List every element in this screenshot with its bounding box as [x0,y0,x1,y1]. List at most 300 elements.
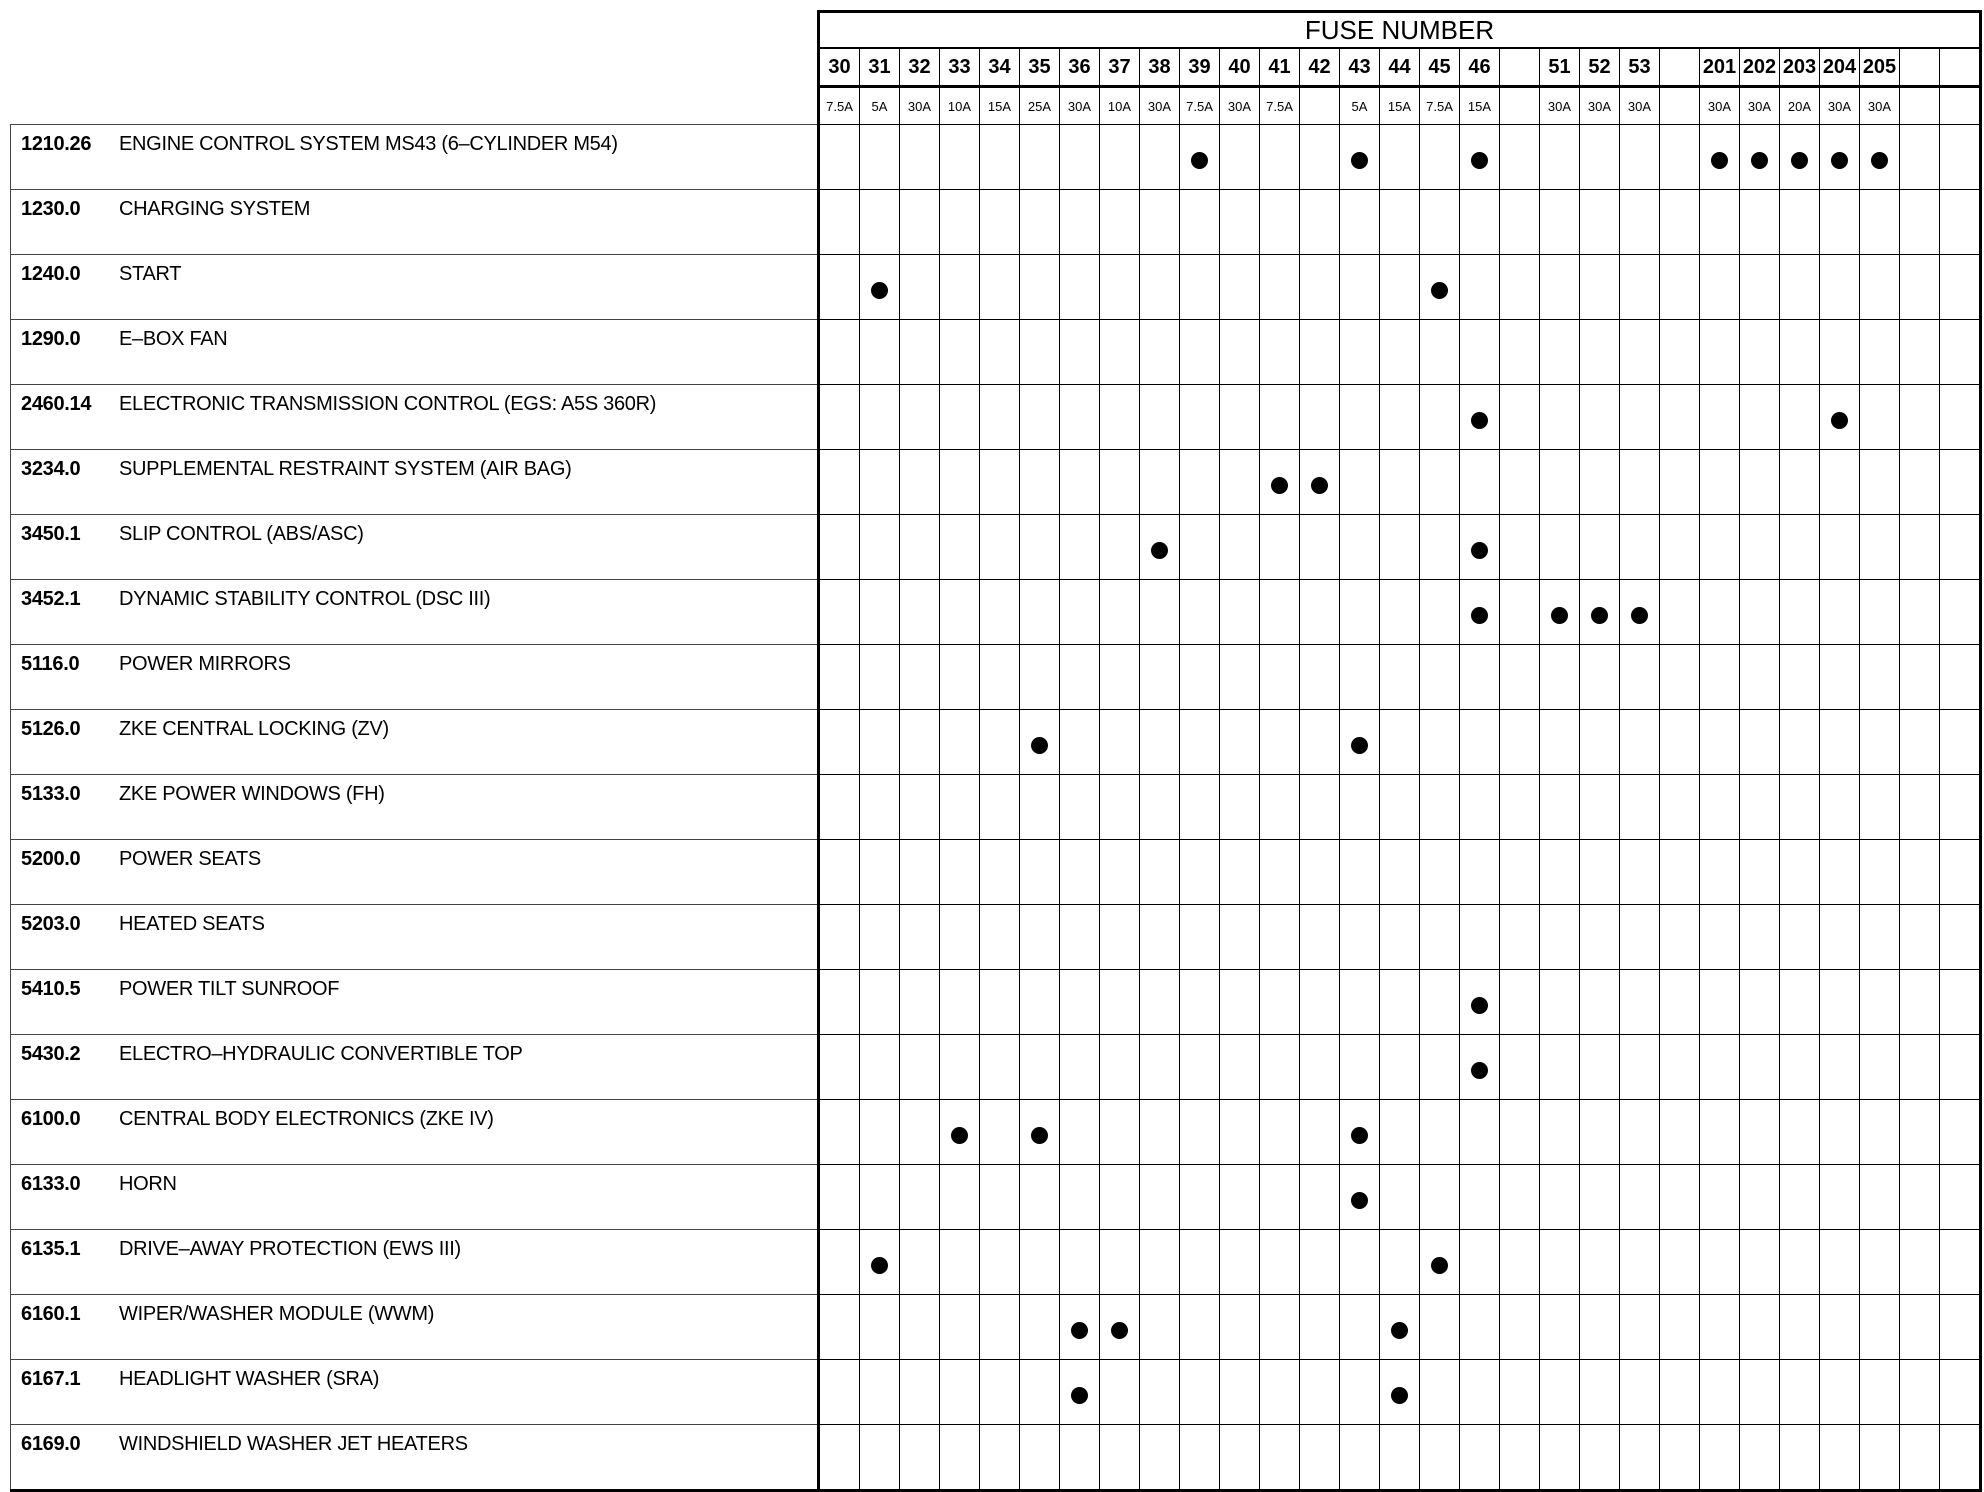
fuse-cell [1460,905,1500,970]
fuse-cell [1380,710,1420,775]
fuse-cell [1020,125,1060,190]
fuse-cell [1020,1165,1060,1230]
fuse-cell [1140,710,1180,775]
fuse-used-dot-icon [1431,1257,1448,1274]
fuse-cell [940,1425,980,1491]
fuse-cell [940,320,980,385]
fuse-cell [1900,515,1940,580]
table-row [11,320,1981,385]
fuse-cell [1220,840,1260,905]
fuse-cell [1020,1100,1060,1165]
fuse-cell [900,580,940,645]
fuse-cell [1460,645,1500,710]
fuse-number: 39 [1180,48,1220,87]
fuse-cell [1060,1035,1100,1100]
system-label [11,775,819,840]
fuse-cell [940,840,980,905]
fuse-cell [940,515,980,580]
system-label [11,1360,819,1425]
fuse-cell [940,125,980,190]
fuse-cell [1620,905,1660,970]
system-label [11,1165,819,1230]
fuse-cell [1580,970,1620,1035]
fuse-cell [1220,905,1260,970]
system-label [11,710,819,775]
fuse-cell [1300,840,1340,905]
fuse-cell [1220,125,1260,190]
fuse-cell [1740,450,1780,515]
fuse-cell [1940,450,1981,515]
fuse-used-dot-icon [1431,282,1448,299]
fuse-cell [1460,1035,1500,1100]
fuse-number: 33 [940,48,980,87]
fuse-cell [860,1295,900,1360]
fuse-cell [860,255,900,320]
fuse-cell [1900,1295,1940,1360]
fuse-cell [1900,1360,1940,1425]
fuse-cell [1940,1100,1981,1165]
system-label [11,840,819,905]
fuse-cell [1460,1360,1500,1425]
fuse-cell [1020,1295,1060,1360]
fuse-cell [1300,580,1340,645]
fuse-cell [1300,1360,1340,1425]
fuse-cell [1940,775,1981,840]
fuse-cell [1500,1035,1540,1100]
fuse-cell [1740,970,1780,1035]
fuse-cell [1900,320,1940,385]
fuse-cell [1260,645,1300,710]
fuse-chart [10,10,1982,1492]
fuse-number: 46 [1460,48,1500,87]
fuse-cell [860,775,900,840]
fuse-cell [1460,1230,1500,1295]
fuse-cell [1860,515,1900,580]
fuse-cell [1340,710,1380,775]
fuse-cell [1780,1360,1820,1425]
fuse-cell [1940,190,1981,255]
fuse-cell [1220,970,1260,1035]
fuse-cell [1260,255,1300,320]
fuse-cell [1300,385,1340,450]
fuse-cell [1140,450,1180,515]
fuse-cell [1700,255,1740,320]
fuse-cell [1220,1360,1260,1425]
fuse-cell [860,515,900,580]
fuse-cell [860,580,900,645]
fuse-cell [1300,450,1340,515]
fuse-cell [1100,1165,1140,1230]
fuse-cell [1860,1100,1900,1165]
fuse-cell [1460,450,1500,515]
fuse-amperage: 30A [1060,87,1100,125]
fuse-number: 52 [1580,48,1620,87]
system-label [11,1230,819,1295]
fuse-cell [1420,1230,1460,1295]
fuse-number: 201 [1700,48,1740,87]
table-row [11,1425,1981,1491]
system-name: POWER MIRRORS [119,653,291,675]
fuse-cell [1620,320,1660,385]
fuse-cell [1460,255,1500,320]
fuse-cell [1100,1035,1140,1100]
system-name: ELECTRO–HYDRAULIC CONVERTIBLE TOP [119,1043,523,1065]
fuse-cell [1420,580,1460,645]
fuse-cell [1620,1425,1660,1491]
fuse-cell [1380,190,1420,255]
fuse-cell [1580,515,1620,580]
fuse-cell [1100,320,1140,385]
fuse-cell [1340,905,1380,970]
system-label [11,580,819,645]
fuse-cell [1860,320,1900,385]
fuse-cell [1620,1230,1660,1295]
fuse-cell [1540,1100,1580,1165]
fuse-number: 202 [1740,48,1780,87]
fuse-cell [1740,320,1780,385]
fuse-used-dot-icon [951,1127,968,1144]
fuse-cell [1660,970,1700,1035]
fuse-cell [1220,1295,1260,1360]
fuse-cell [1140,580,1180,645]
fuse-cell [1220,385,1260,450]
fuse-cell [1660,450,1700,515]
system-code: 3234.0 [21,458,81,480]
fuse-cell [1380,515,1420,580]
fuse-cell [1060,775,1100,840]
fuse-cell [1340,1425,1380,1491]
fuse-cell [940,1295,980,1360]
fuse-cell [1380,1295,1420,1360]
fuse-cell [1580,255,1620,320]
fuse-cell [1500,1165,1540,1230]
fuse-cell [819,710,860,775]
fuse-cell [1900,775,1940,840]
fuse-cell [1300,1295,1340,1360]
fuse-used-dot-icon [1351,1192,1368,1209]
fuse-cell [1860,710,1900,775]
fuse-cell [1780,1230,1820,1295]
fuse-cell [1380,320,1420,385]
fuse-used-dot-icon [1551,607,1568,624]
fuse-cell [900,1035,940,1100]
fuse-used-dot-icon [1471,412,1488,429]
fuse-used-dot-icon [1391,1387,1408,1404]
fuse-amperage: 7.5A [1420,87,1460,125]
system-code: 3452.1 [21,588,81,610]
fuse-cell [1540,1165,1580,1230]
system-name: ZKE POWER WINDOWS (FH) [119,783,385,805]
fuse-amperage: 30A [1580,87,1620,125]
fuse-cell [1740,385,1780,450]
fuse-cell [1500,190,1540,255]
fuse-amperage: 15A [980,87,1020,125]
fuse-cell [1660,1100,1700,1165]
fuse-cell [1620,710,1660,775]
system-code: 1240.0 [21,263,81,285]
fuse-cell [900,385,940,450]
fuse-cell [1900,840,1940,905]
fuse-cell [1300,1165,1340,1230]
system-label [11,255,819,320]
fuse-cell [1540,125,1580,190]
fuse-used-dot-icon [1351,737,1368,754]
fuse-number: 205 [1860,48,1900,87]
fuse-cell [1620,580,1660,645]
fuse-cell [980,840,1020,905]
fuse-cell [1500,580,1540,645]
fuse-cell [1220,515,1260,580]
fuse-cell [1180,515,1220,580]
fuse-cell [980,970,1020,1035]
fuse-cell [1300,1100,1340,1165]
fuse-cell [1660,1360,1700,1425]
fuse-cell [1020,840,1060,905]
fuse-cell [1460,775,1500,840]
fuse-cell [1940,645,1981,710]
fuse-cell [1460,1425,1500,1491]
fuse-cell [1260,1100,1300,1165]
fuse-amperage: 30A [1700,87,1740,125]
fuse-cell [1260,840,1300,905]
fuse-cell [1660,775,1700,840]
fuse-cell [1260,320,1300,385]
fuse-cell [1020,1360,1060,1425]
system-label [11,1425,819,1491]
fuse-amperage: 7.5A [1260,87,1300,125]
fuse-number: 53 [1620,48,1660,87]
fuse-number: 51 [1540,48,1580,87]
fuse-cell [1740,125,1780,190]
fuse-cell [1020,190,1060,255]
fuse-used-dot-icon [1031,1127,1048,1144]
fuse-used-dot-icon [1151,542,1168,559]
fuse-amperage: 10A [940,87,980,125]
fuse-cell [1740,1425,1780,1491]
fuse-cell [1780,1425,1820,1491]
fuse-cell [1380,1165,1420,1230]
fuse-cell [1020,515,1060,580]
fuse-cell [1860,970,1900,1035]
fuse-cell [1580,320,1620,385]
system-code: 5133.0 [21,783,81,805]
fuse-cell [940,710,980,775]
fuse-cell [860,125,900,190]
fuse-cell [1220,450,1260,515]
fuse-cell [1300,1035,1340,1100]
fuse-cell [1220,1035,1260,1100]
fuse-cell [1860,255,1900,320]
fuse-cell [980,385,1020,450]
fuse-cell [1540,970,1580,1035]
fuse-cell [1340,1295,1380,1360]
fuse-cell [1300,190,1340,255]
fuse-used-dot-icon [1271,477,1288,494]
fuse-number: 37 [1100,48,1140,87]
fuse-amperage: 15A [1460,87,1500,125]
fuse-cell [1500,1230,1540,1295]
fuse-cell [980,1360,1020,1425]
fuse-cell [1580,385,1620,450]
fuse-amperage: 7.5A [819,87,860,125]
fuse-cell [1020,710,1060,775]
system-code: 5430.2 [21,1043,81,1065]
fuse-cell [1260,190,1300,255]
fuse-cell [819,1165,860,1230]
fuse-cell [1500,1425,1540,1491]
fuse-cell [1260,580,1300,645]
fuse-cell [1020,1230,1060,1295]
fuse-cell [1940,515,1981,580]
fuse-cell [1020,1425,1060,1491]
fuse-cell [1060,385,1100,450]
fuse-cell [1060,1360,1100,1425]
fuse-cell [1700,190,1740,255]
fuse-cell [1580,1230,1620,1295]
fuse-cell [1140,385,1180,450]
fuse-cell [1500,1100,1540,1165]
system-code: 6100.0 [21,1108,81,1130]
fuse-cell [860,645,900,710]
fuse-cell [1100,775,1140,840]
fuse-cell [1860,840,1900,905]
fuse-cell [819,1360,860,1425]
fuse-cell [1180,840,1220,905]
fuse-cell [819,385,860,450]
fuse-used-dot-icon [1311,477,1328,494]
fuse-cell [1540,320,1580,385]
fuse-cell [1820,190,1860,255]
fuse-cell [1900,905,1940,970]
fuse-cell [1100,450,1140,515]
fuse-cell [1860,1035,1900,1100]
fuse-cell [900,1360,940,1425]
fuse-cell [1940,580,1981,645]
fuse-cell [1180,320,1220,385]
system-name: DYNAMIC STABILITY CONTROL (DSC III) [119,588,491,610]
fuse-number [1660,48,1700,87]
fuse-cell [900,970,940,1035]
fuse-cell [1180,710,1220,775]
fuse-cell [860,385,900,450]
fuse-cell [1020,645,1060,710]
system-label [11,645,819,710]
fuse-cell [1580,1360,1620,1425]
fuse-cell [1540,515,1580,580]
fuse-amperage: 20A [1780,87,1820,125]
fuse-cell [860,450,900,515]
fuse-cell [1660,905,1700,970]
fuse-cell [819,1035,860,1100]
fuse-cell [1140,515,1180,580]
fuse-cell [1220,190,1260,255]
fuse-cell [1220,645,1260,710]
fuse-cell [1260,1230,1300,1295]
system-label [11,970,819,1035]
fuse-cell [940,970,980,1035]
fuse-cell [1900,125,1940,190]
fuse-cell [1380,1425,1420,1491]
fuse-cell [1340,1360,1380,1425]
fuse-cell [1180,645,1220,710]
fuse-cell [1340,840,1380,905]
fuse-amperage [1940,87,1981,125]
fuse-cell [980,1100,1020,1165]
fuse-cell [819,1425,860,1491]
table-row [11,970,1981,1035]
fuse-cell [1540,1360,1580,1425]
fuse-cell [1860,125,1900,190]
fuse-cell [1660,125,1700,190]
fuse-cell [940,255,980,320]
fuse-cell [1140,1100,1180,1165]
fuse-cell [1500,775,1540,840]
fuse-cell [1460,1165,1500,1230]
table-row [11,255,1981,320]
fuse-cell [1500,905,1540,970]
fuse-cell [940,1165,980,1230]
fuse-cell [1020,320,1060,385]
fuse-cell [1700,840,1740,905]
fuse-cell [1180,1100,1220,1165]
system-name: HEADLIGHT WASHER (SRA) [119,1368,380,1390]
fuse-cell [1580,840,1620,905]
fuse-number: 30 [819,48,860,87]
fuse-cell [1220,1165,1260,1230]
fuse-cell [1180,1295,1220,1360]
system-label [11,1035,819,1100]
fuse-cell [1900,385,1940,450]
fuse-used-dot-icon [1791,152,1808,169]
fuse-cell [1140,775,1180,840]
fuse-cell [819,905,860,970]
fuse-cell [1660,1165,1700,1230]
fuse-cell [1780,1035,1820,1100]
fuse-cell [1580,580,1620,645]
fuse-cell [1060,1425,1100,1491]
fuse-amperage [1500,87,1540,125]
fuse-cell [1260,1295,1300,1360]
system-name: E–BOX FAN [119,328,228,350]
fuse-cell [1260,1425,1300,1491]
fuse-cell [1460,1100,1500,1165]
fuse-cell [1820,450,1860,515]
fuse-used-dot-icon [1471,1062,1488,1079]
fuse-cell [1420,970,1460,1035]
fuse-cell [1540,905,1580,970]
fuse-cell [1500,970,1540,1035]
fuse-cell [1740,1100,1780,1165]
fuse-cell [900,1165,940,1230]
fuse-cell [1180,1035,1220,1100]
fuse-cell [1420,450,1460,515]
fuse-cell [1460,515,1500,580]
table-row [11,125,1981,190]
system-name: HORN [119,1173,177,1195]
fuse-cell [1060,1295,1100,1360]
fuse-cell [1580,775,1620,840]
fuse-cell [980,580,1020,645]
system-code: 1210.26 [21,133,92,155]
fuse-cell [1660,320,1700,385]
fuse-cell [1260,970,1300,1035]
fuse-cell [1380,580,1420,645]
fuse-cell [1780,450,1820,515]
fuse-cell [1140,905,1180,970]
system-code: 6160.1 [21,1303,81,1325]
fuse-cell [1020,775,1060,840]
fuse-cell [1700,320,1740,385]
